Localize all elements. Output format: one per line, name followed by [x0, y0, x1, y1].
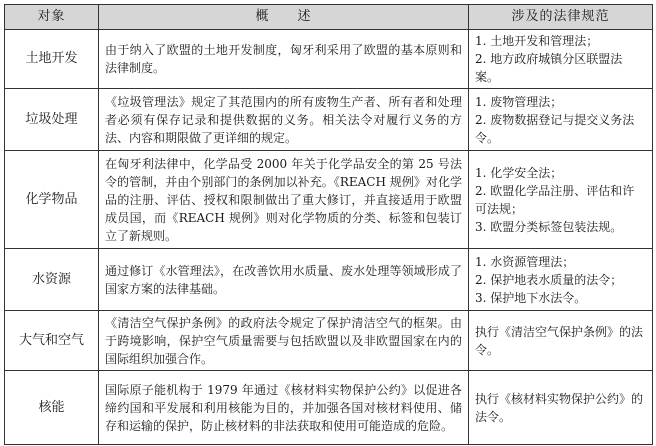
- table-row: [5, 30, 653, 89]
- law-item: 执行《清洁空气保护条例》的法令。: [475, 324, 644, 357]
- row-object: 核能: [5, 371, 99, 445]
- table-row: [5, 151, 653, 249]
- row-object: 化学物品: [5, 151, 99, 249]
- table-row: [5, 249, 653, 311]
- row-object: 水资源: [5, 249, 99, 311]
- row-summary: 在匈牙利法律中，化学品受 2000 年关于化学品安全的第 25 号法令的管制，并由个别部门的条例加以补充。《REACH 规例》对化学品的注册、评估、授权和限制做出了重大修订，并直接适用于欧盟成员国，而《REACH 规例》则对化学物质的分类、标签和包装订立了新规则。: [99, 151, 469, 249]
- regulations-table: [4, 4, 653, 445]
- row-object: 大气和空气: [5, 311, 99, 371]
- law-item: 1. 土地开发和管理法；: [475, 34, 599, 48]
- law-item: 2. 地方政府城镇分区联盟法案。: [475, 52, 623, 84]
- law-item: 3. 欧盟分类标签包装法规。: [475, 219, 623, 234]
- row-summary: 《清洁空气保护条例》的政府法令规定了保护清洁空气的框架。由于跨境影响，保护空气质量需要与包括欧盟以及非欧盟国家在内的国际组织加强合作。: [99, 311, 469, 371]
- law-item: 1. 水资源管理法；: [475, 254, 575, 269]
- header-object: 对象: [5, 5, 99, 30]
- header-laws: 涉及的法律规范: [469, 5, 653, 30]
- table-row: [5, 371, 653, 445]
- row-laws: [469, 151, 653, 249]
- law-item: 执行《核材料实物保护公约》的法令。: [475, 391, 644, 424]
- row-laws: [469, 30, 653, 89]
- row-summary: 由于纳入了欧盟的土地开发制度，匈牙利采用了欧盟的基本原则和法律制度。: [99, 30, 469, 89]
- row-summary: 通过修订《水管理法》，在改善饮用水质量、废水处理等领域形成了国家方案的法律基础。: [99, 249, 469, 311]
- row-laws: [469, 311, 653, 371]
- table-row: [5, 311, 653, 371]
- law-item: 3. 保护地下水法令。: [475, 290, 587, 305]
- row-object: 垃圾处理: [5, 89, 99, 151]
- row-laws: [469, 89, 653, 151]
- law-item: 2. 欧盟化学品注册、评估和许可法规；: [475, 183, 635, 216]
- header-row: [5, 5, 653, 30]
- row-laws: [469, 249, 653, 311]
- law-item: 1. 化学安全法；: [475, 165, 563, 180]
- law-item: 2. 废物数据登记与提交义务法令。: [475, 112, 635, 145]
- row-summary: 国际原子能机构于 1979 年通过《核材料实物保护公约》以促进各缔约国和平发展和利用核能为目的，并加强各国对核材料使用、储存和运输的保护，防止核材料的非法获取和使用可能造成的危险。: [99, 371, 469, 445]
- law-item: 2. 保护地表水质量的法令；: [475, 272, 623, 287]
- row-laws: [469, 371, 653, 445]
- table-row: [5, 89, 653, 151]
- header-summary: 概 述: [99, 5, 469, 30]
- row-summary: 《垃圾管理法》规定了其范围内的所有废物生产者、所有者和处理者必须有保存记录和提供数据的义务。相关法令对履行义务的方法、内容和期限做了更详细的规定。: [99, 89, 469, 151]
- law-item: 1. 废物管理法；: [475, 94, 563, 109]
- row-object: 土地开发: [5, 30, 99, 89]
